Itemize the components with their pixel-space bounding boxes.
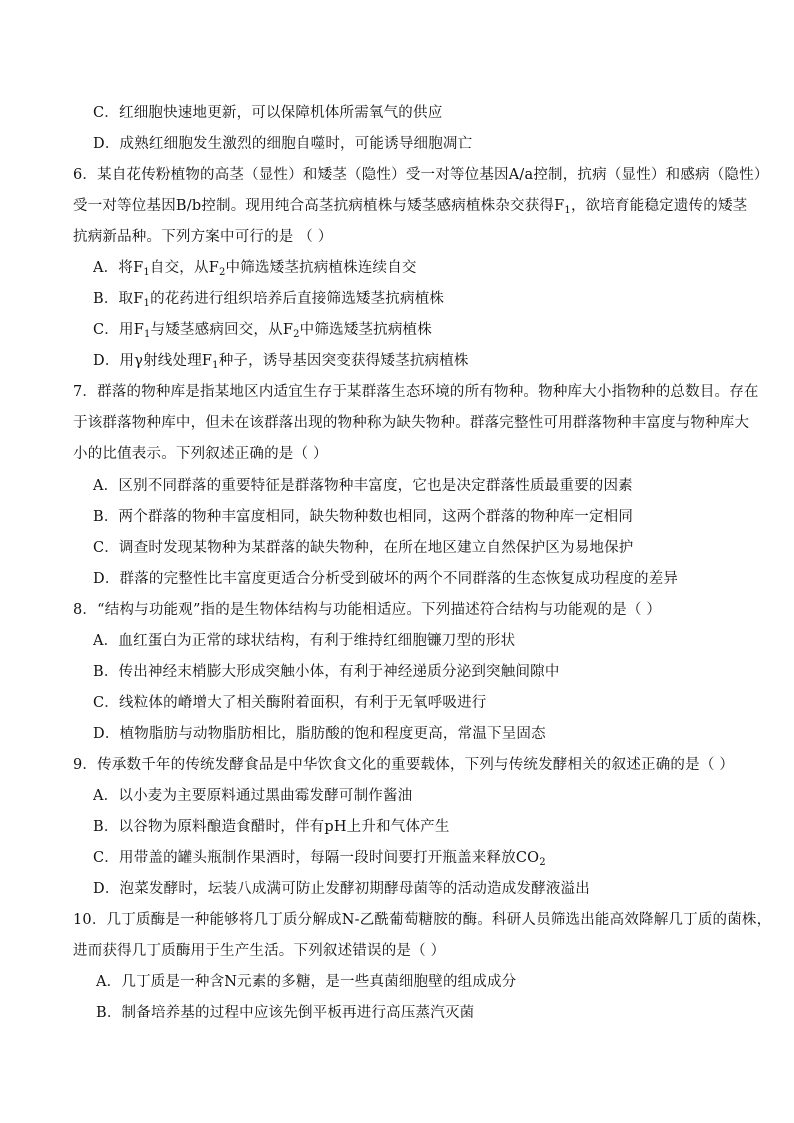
q6-stem-line-3: 抗病新品种。下列方案中可行的是 （ ） bbox=[73, 229, 333, 245]
q8-option-d: D．植物脂肪与动物脂肪相比，脂肪酸的饱和程度更高，常温下呈固态 bbox=[93, 726, 546, 742]
q8-option-c: C．线粒体的嵴增大了相关酶附着面积，有利于无氧呼吸进行 bbox=[93, 695, 487, 711]
q6-option-a: A．将$F_1$自交，从$F_2$中筛选矮茎抗病植株连续自交 bbox=[93, 260, 417, 278]
q8-option-a: A．血红蛋白为正常的球状结构，有利于维持红细胞镰刀型的形状 bbox=[93, 633, 516, 649]
q10-stem-line-1: 10．几丁质酶是一种能够将几丁质分解成N-乙酰葡萄糖胺的酶。科研人员筛选出能高效降解几丁质的菌株， bbox=[73, 912, 772, 928]
q8-option-b: B．传出神经末梢膨大形成突触小体，有利于神经递质分泌到突触间隙中 bbox=[93, 664, 560, 680]
q5-option-d: D．成熟红细胞发生激烈的细胞自噬时，可能诱导细胞凋亡 bbox=[93, 136, 473, 152]
q7-option-b: B．两个群落的物种丰富度相同，缺失物种数也相同，这两个群落的物种库一定相同 bbox=[93, 509, 634, 525]
q6-option-d: D．用γ射线处理$F_1$种子，诱导基因突变获得矮茎抗病植株 bbox=[93, 353, 469, 371]
q7-stem-line-2: 于该群落物种库中，但未在该群落出现的物种称为缺失物种。群落完整性可用群落物种丰富度与物种库大 bbox=[73, 415, 750, 431]
q7-stem-line-3: 小的比值表示。下列叙述正确的是（ ） bbox=[73, 446, 328, 462]
q7-option-a: A．区别不同群落的重要特征是群落物种丰富度，它也是决定群落性质最重要的因素 bbox=[93, 478, 633, 494]
q9-option-d: D．泡菜发酵时，坛装八成满可防止发酵初期酵母菌等的活动造成发酵液溢出 bbox=[93, 881, 590, 897]
q7-stem-line-1: 7．群落的物种库是指某地区内适宜生存于某群落生态环境的所有物种。物种库大小指物种的总数目。存在 bbox=[73, 384, 759, 400]
q10-option-b: B．制备培养基的过程中应该先倒平板再进行高压蒸汽灭菌 bbox=[96, 1005, 475, 1021]
q9-option-b: B．以谷物为原料酿造食醋时，伴有pH上升和气体产生 bbox=[93, 819, 450, 835]
q6-stem-line-2: 受一对等位基因B/b控制。现用纯合高茎抗病植株与矮茎感病植株杂交获得$F_1$，欲培育能稳定遗传的矮茎 bbox=[73, 198, 748, 216]
q6-stem-line-1: 6．某自花传粉植物的高茎（显性）和矮茎（隐性）受一对等位基因A/a控制，抗病（显性）和感病（隐性） bbox=[73, 167, 769, 183]
q6-option-b: B．取$F_1$的花药进行组织培养后直接筛选矮茎抗病植株 bbox=[93, 291, 445, 309]
q6-option-c: C．用$F_1$与矮茎感病回交，从$F_2$中筛选矮茎抗病植株 bbox=[93, 322, 432, 340]
q7-option-d: D．群落的完整性比丰富度更适合分析受到破坏的两个不同群落的生态恢复成功程度的差异 bbox=[93, 571, 679, 587]
q9-option-a: A．以小麦为主要原料通过黑曲霉发酵可制作酱油 bbox=[93, 788, 413, 804]
q7-option-c: C．调查时发现某物种为某群落的缺失物种，在所在地区建立自然保护区为易地保护 bbox=[93, 540, 634, 556]
q8-stem: 8．“结构与功能观”指的是生物体结构与功能相适应。下列描述符合结构与功能观的是（ ） bbox=[73, 602, 662, 618]
q10-stem-line-2: 进而获得几丁质酶用于生产生活。下列叙述错误的是（ ） bbox=[73, 943, 446, 959]
q9-stem: 9．传承数千年的传统发酵食品是中华饮食文化的重要载体，下列与传统发酵相关的叙述正确的是（ ） bbox=[73, 757, 735, 773]
q5-option-c: C．红细胞快速地更新，可以保障机体所需氧气的供应 bbox=[93, 105, 443, 121]
q9-option-c: C．用带盖的罐头瓶制作果酒时，每隔一段时间要打开瓶盖来释放$CO_2$ bbox=[93, 850, 546, 868]
q10-option-a: A．几丁质是一种含N元素的多糖，是一些真菌细胞壁的组成成分 bbox=[96, 974, 517, 990]
